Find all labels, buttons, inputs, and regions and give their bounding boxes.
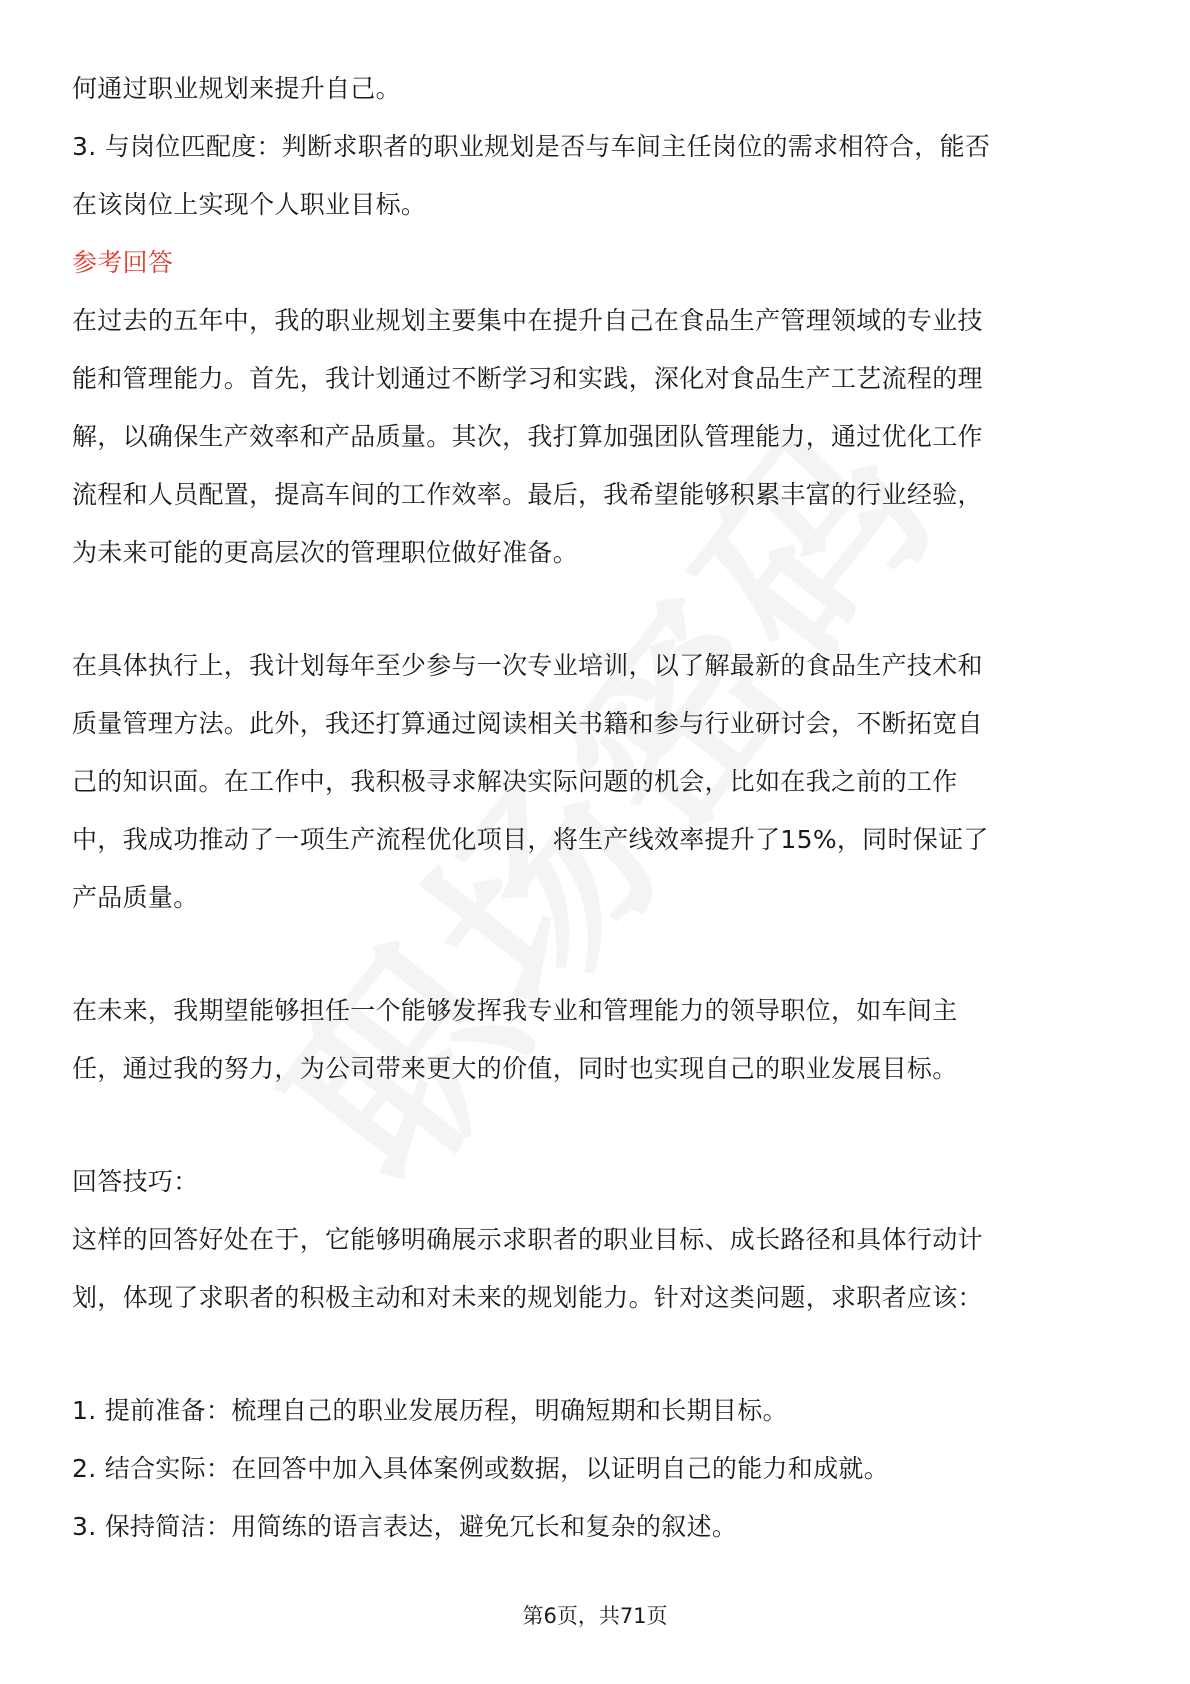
document-body [72, 60, 1122, 1556]
text-line: 产品质量。 [72, 883, 199, 912]
answer-paragraph-2 [72, 637, 1122, 927]
text-line: 在该岗位上实现个人职业目标。 [72, 190, 427, 219]
paragraph-gap [72, 582, 1122, 637]
text-line: 能和管理能力。首先，我计划通过不断学习和实践，深化对食品生产工艺流程的理 [72, 364, 983, 393]
paragraph-gap [72, 1327, 1122, 1382]
text-line: 这样的回答好处在于，它能够明确展示求职者的职业目标、成长路径和具体行动计 [72, 1225, 983, 1254]
text-line: 为未来可能的更高层次的管理职位做好准备。 [72, 538, 579, 567]
paragraph-gap [72, 927, 1122, 982]
answer-paragraph-3 [72, 982, 1122, 1098]
top-section [72, 60, 1122, 234]
paragraph-gap [72, 1098, 1122, 1153]
text-line: 解，以确保生产效率和产品质量。其次，我打算加强团队管理能力，通过优化工作 [72, 422, 983, 451]
list-item: 2. 结合实际：在回答中加入具体案例或数据，以证明自己的能力和成就。 [72, 1454, 890, 1483]
list-item: 3. 保持简洁：用简练的语言表达，避免冗长和复杂的叙述。 [72, 1512, 738, 1541]
text-line: 流程和人员配置，提高车间的工作效率。最后，我希望能够积累丰富的行业经验， [72, 480, 983, 509]
text-line: 任，通过我的努力，为公司带来更大的价值，同时也实现自己的职业发展目标。 [72, 1054, 958, 1083]
text-line: 在未来，我期望能够担任一个能够发挥我专业和管理能力的领导职位，如车间主 [72, 996, 958, 1025]
page-number-footer: 第6页，共71页 [522, 1604, 668, 1628]
text-line: 己的知识面。在工作中，我积极寻求解决实际问题的机会，比如在我之前的工作 [72, 767, 958, 796]
list-item: 1. 提前准备：梳理自己的职业发展历程，明确短期和长期目标。 [72, 1396, 788, 1425]
text-line: 3. 与岗位匹配度：判断求职者的职业规划是否与车间主任岗位的需求相符合，能否 [72, 132, 991, 161]
tips-intro [72, 1211, 1122, 1327]
text-line: 质量管理方法。此外，我还打算通过阅读相关书籍和参与行业研讨会，不断拓宽自 [72, 709, 983, 738]
text-line: 在过去的五年中，我的职业规划主要集中在提升自己在食品生产管理领域的专业技 [72, 306, 983, 335]
reference-answer-heading: 参考回答 [72, 248, 174, 277]
tips-list [72, 1382, 1122, 1556]
text-line: 何通过职业规划来提升自己。 [72, 74, 401, 103]
text-line: 中，我成功推动了一项生产流程优化项目，将生产线效率提升了15%，同时保证了 [72, 825, 989, 854]
text-line: 划，体现了求职者的积极主动和对未来的规划能力。针对这类问题，求职者应该： [72, 1283, 983, 1312]
answer-paragraph-1 [72, 292, 1122, 582]
tips-heading: 回答技巧： [72, 1167, 199, 1196]
text-line: 在具体执行上，我计划每年至少参与一次专业培训，以了解最新的食品生产技术和 [72, 651, 983, 680]
